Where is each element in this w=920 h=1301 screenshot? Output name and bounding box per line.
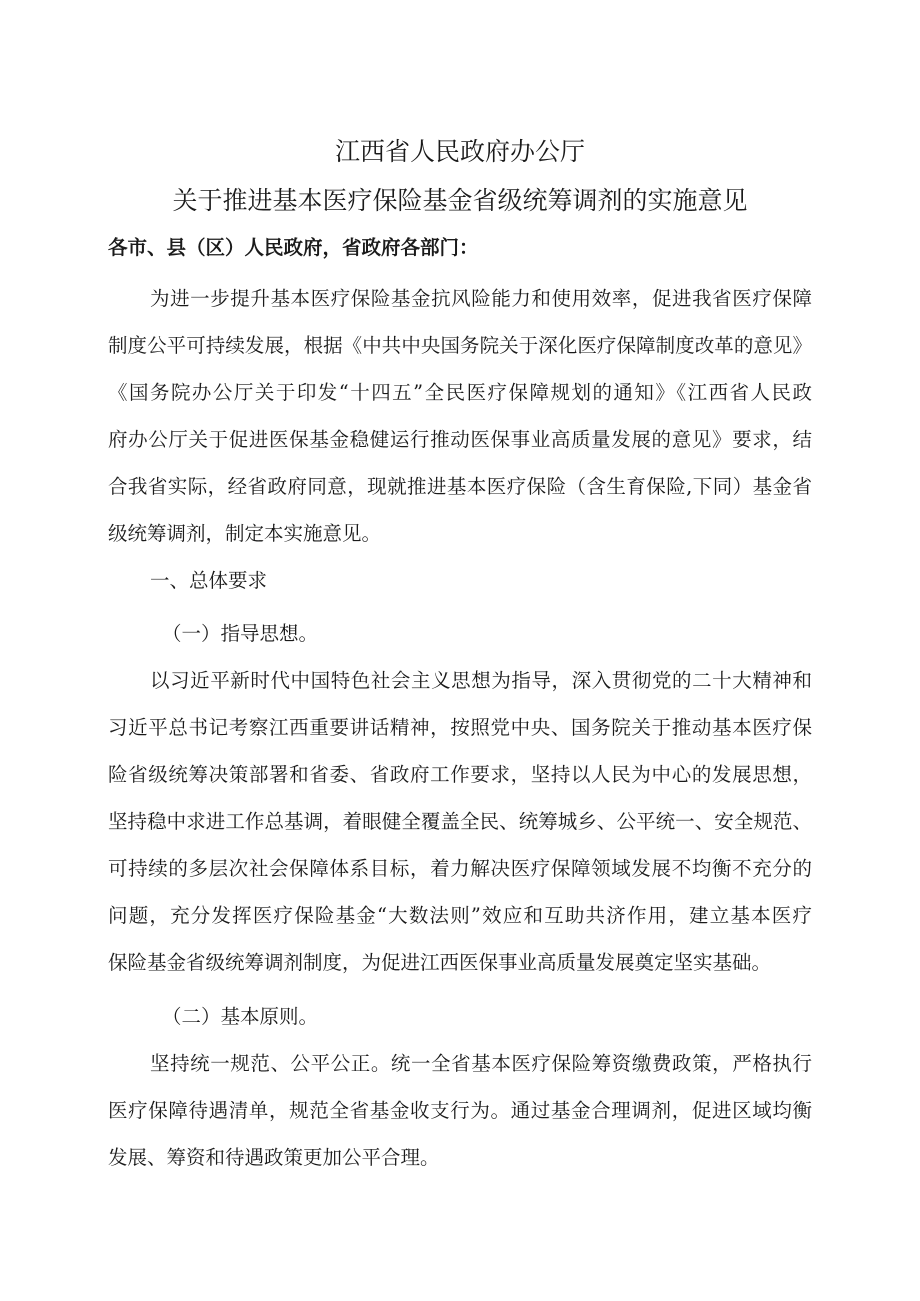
guiding-line: 可持续的多层次社会保障体系目标，着力解决医疗保障领域发展不均衡不充分的	[108, 857, 812, 880]
principle-line: 发展、筹资和待遇政策更加公平合理。	[108, 1146, 440, 1169]
guiding-line: 坚持稳中求进工作总基调，着眼健全覆盖全民、统筹城乡、公平统一、安全规范、	[108, 810, 812, 833]
salutation: 各市、县（区）人民政府，省政府各部门：	[108, 236, 479, 259]
guiding-line: 险省级统筹决策部署和省委、省政府工作要求，坚持以人民为中心的发展思想，	[108, 763, 812, 786]
principle-line: 医疗保障待遇清单，规范全省基金收支行为。通过基金合理调剂，促进区域均衡	[108, 1099, 812, 1122]
principle-line: 坚持统一规范、公平公正。统一全省基本医疗保险筹资缴费政策，严格执行	[150, 1052, 812, 1075]
guiding-line: 问题，充分发挥医疗保险基金“大数法则”效应和互助共济作用，建立基本医疗	[108, 904, 812, 927]
guiding-line: 习近平总书记考察江西重要讲话精神，按照党中央、国务院关于推动基本医疗保	[108, 716, 812, 739]
section-heading: 一、总体要求	[150, 569, 268, 592]
intro-line: 制度公平可持续发展，根据《中共中央国务院关于深化医疗保障制度改革的意见》	[108, 334, 812, 357]
intro-line: 府办公厅关于促进医保基金稳健运行推动医保事业高质量发展的意见》要求，结	[108, 428, 812, 451]
intro-line: 合我省实际，经省政府同意，现就推进基本医疗保险（含生育保险,下同）基金省	[108, 475, 812, 498]
subsection-heading: （一）指导思想。	[162, 622, 319, 645]
document-title-subject: 关于推进基本医疗保险基金省级统筹调剂的实施意见	[172, 186, 748, 215]
guiding-line: 保险基金省级统筹调剂制度，为促进江西医保事业高质量发展奠定坚实基础。	[108, 951, 772, 974]
intro-line: 级统筹调剂，制定本实施意见。	[108, 522, 382, 545]
intro-line: 为进一步提升基本医疗保险基金抗风险能力和使用效率，促进我省医疗保障	[150, 287, 812, 310]
intro-line: 《国务院办公厅关于印发“十四五”全民医疗保障规划的通知》《江西省人民政	[108, 381, 812, 404]
document-title-issuer: 江西省人民政府办公厅	[334, 137, 585, 166]
guiding-line: 以习近平新时代中国特色社会主义思想为指导，深入贯彻党的二十大精神和	[150, 669, 812, 692]
subsection-heading: （二）基本原则。	[162, 1005, 319, 1028]
